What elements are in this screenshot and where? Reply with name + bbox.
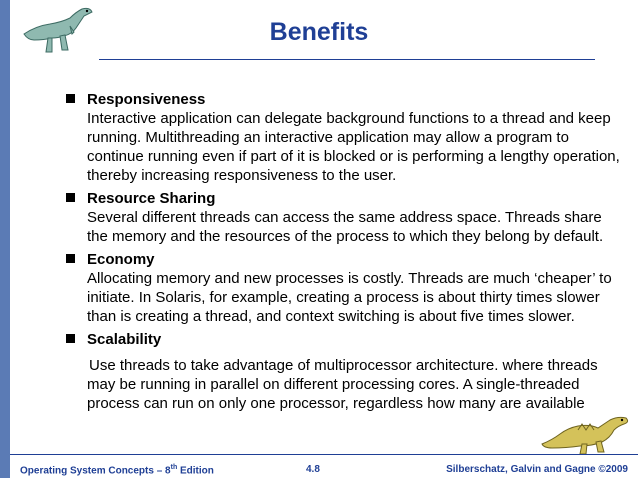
list-item-economy <box>66 250 626 326</box>
benefits-list <box>66 90 626 417</box>
footer-divider <box>10 454 638 455</box>
slide-title: Benefits <box>269 18 369 46</box>
footer-edition-sup: th <box>170 464 178 471</box>
item-body: Allocating memory and new processes is costly. Threads are much ‘cheaper’ to initiate. In Solaris, for example, creating a process is about thirty times slower than is creating a thread, and context switching is about five times slower. <box>87 270 612 325</box>
title-divider <box>99 59 595 60</box>
dinosaur-icon <box>538 410 634 456</box>
square-bullet-icon <box>66 94 75 103</box>
item-title: Responsiveness <box>87 91 206 108</box>
item-body: Use threads to take advantage of multiprocessor architecture. where threads may be running in parallel on different processing cores. A single-threaded process can run on only one processor, regardless how many are available <box>87 357 598 412</box>
item-title: Economy <box>87 251 155 268</box>
footer-authors: Silberschatz, Galvin and Gagne ©2009 <box>446 464 628 475</box>
footer-book-title <box>20 464 214 476</box>
left-accent-bar <box>0 0 10 478</box>
item-body: Interactive application can delegate background functions to a thread and keep running. Multithreading an interactive application may allow a program to continue running even if part of it is blocked or is performing a lengthy operation, thereby increasing responsiveness to the user. <box>87 110 620 184</box>
list-item-responsiveness <box>66 90 626 185</box>
footer-edition-suffix: Edition <box>177 465 214 477</box>
square-bullet-icon <box>66 334 75 343</box>
item-title: Resource Sharing <box>87 190 216 207</box>
list-item-resource-sharing <box>66 189 626 246</box>
footer-book-text: Operating System Concepts – 8 <box>20 465 171 477</box>
item-body: Several different threads can access the same address space. Threads share the memory and the resources of the process to which they belong by default. <box>87 209 604 245</box>
footer-page-number: 4.8 <box>306 464 320 475</box>
list-item-scalability <box>66 330 626 413</box>
item-title: Scalability <box>87 331 162 348</box>
square-bullet-icon <box>66 254 75 263</box>
square-bullet-icon <box>66 193 75 202</box>
